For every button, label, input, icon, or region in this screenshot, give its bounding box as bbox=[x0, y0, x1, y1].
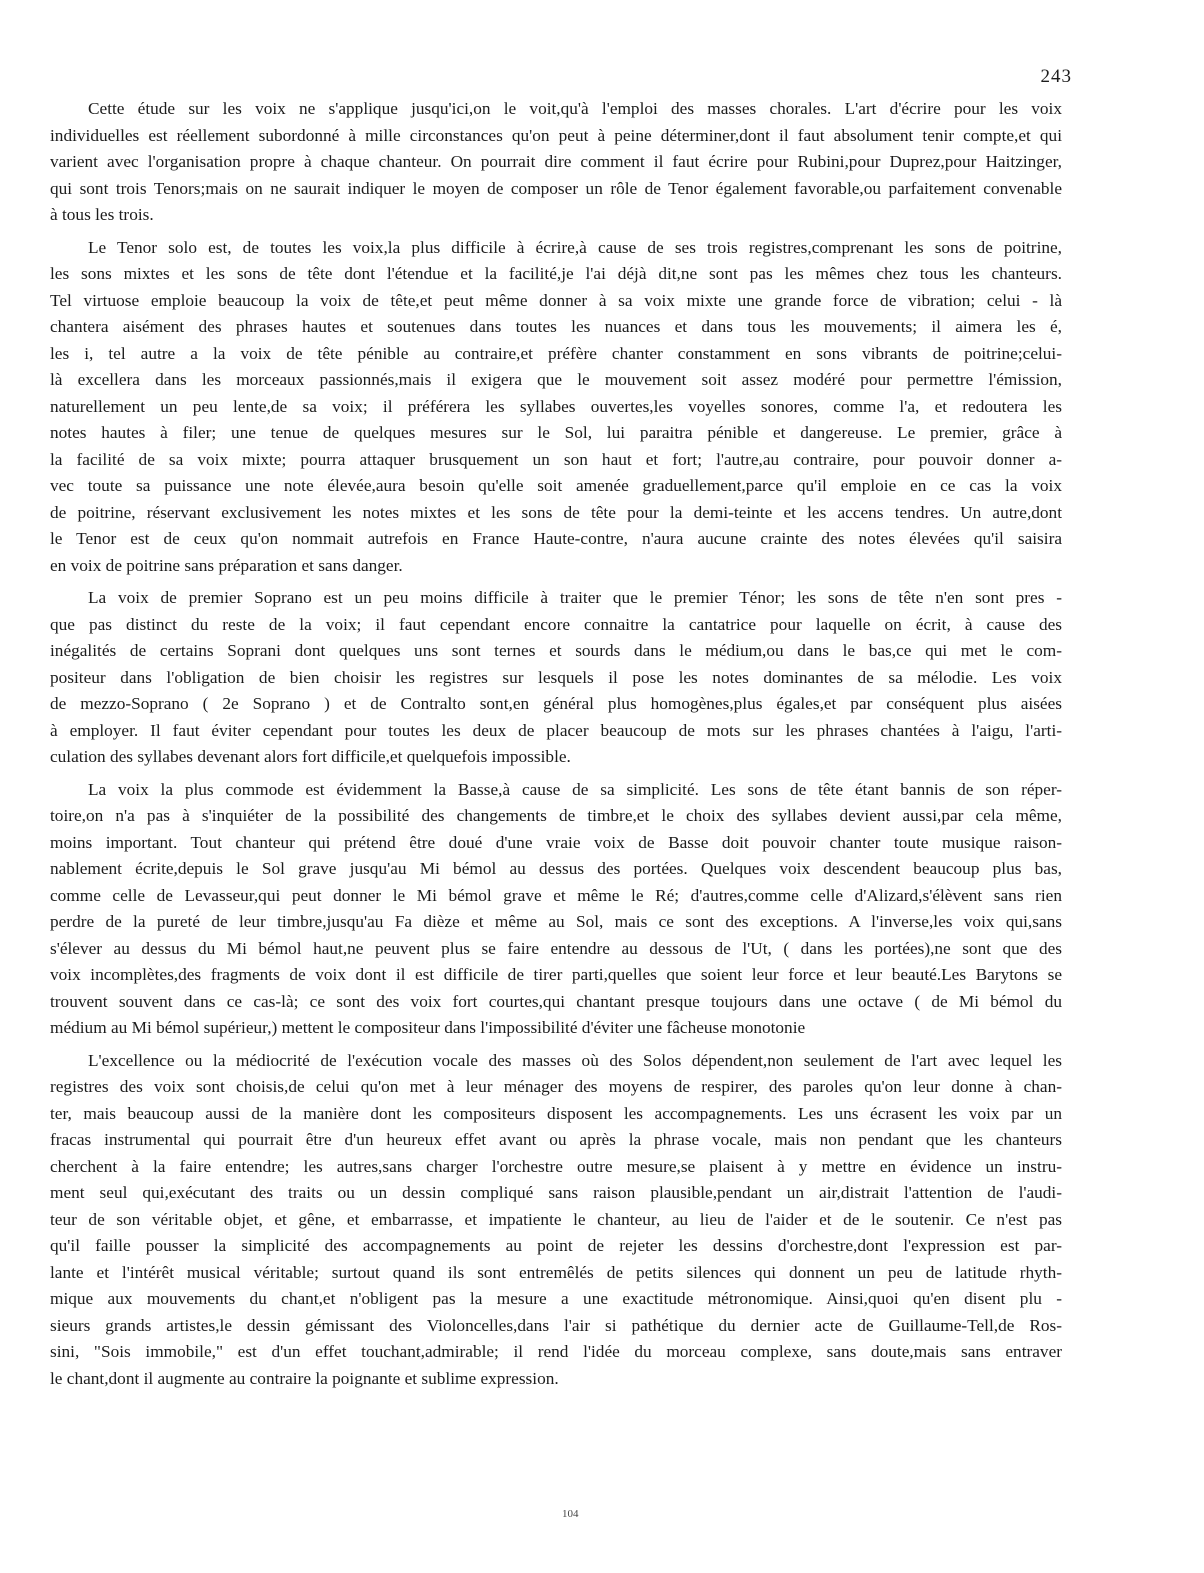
text-line: voix incomplètes,des fragments de voix dont il est difficile de tirer parti,quelles que soient leur force et leur beauté.Les Barytons se bbox=[50, 965, 1062, 984]
text-line: L'excellence ou la médiocrité de l'exécution vocale des masses où des Solos dépendent,non seulement de l'art avec lequel les bbox=[88, 1050, 1062, 1070]
text-line: les sons mixtes et les sons de tête dont l'étendue et la facilité,je l'ai déjà dit,ne sont pas les mêmes chez tous les chanteurs. bbox=[50, 264, 1062, 283]
text-line: perdre de la pureté de leur timbre,jusqu'au Fa dièze et même au Sol, mais ce sont des exceptions. A l'inverse,les voix qui,sans bbox=[50, 912, 1062, 931]
text-line: la facilité de sa voix mixte; pourra attaquer brusquement un son haut et fort; l'autre,au contraire, pour pouvoir donner a- bbox=[50, 449, 1062, 469]
text-line: naturellement un peu lente,de sa voix; il préférera les syllabes ouvertes,les voyelles sonores, comme l'a, et redoutera les bbox=[50, 396, 1062, 416]
text-line: Tel virtuose emploie beaucoup la voix de tête,et peut même donner à sa voix mixte une grande force de vibration; celui - là bbox=[50, 290, 1062, 310]
text-line: là excellera dans les morceaux passionnés,mais il exigera que le mouvement soit assez modéré pour permettre l'émission, bbox=[50, 370, 1062, 389]
text-line: s'élever au dessus du Mi bémol haut,ne peuvent plus se faire entendre au dessous de l'Ut, ( dans les portées),ne sont que des bbox=[50, 938, 1062, 958]
text-line: que pas distinct du reste de la voix; il faut cependant encore connaitre la cantatrice pour laquelle on écrit, à cause des bbox=[50, 614, 1062, 634]
text-line: mique aux mouvements du chant,et n'obligent pas la mesure a une exactitude métronomique. Ainsi,quoi qu'en disent plu - bbox=[50, 1289, 1062, 1308]
text-line: positeur dans l'obligation de bien choisir les registres sur lesquels il pose les notes dominantes de sa mélodie. Les voix bbox=[50, 667, 1062, 687]
paragraph bbox=[50, 235, 1062, 580]
text-line: Cette étude sur les voix ne s'applique jusqu'ici,on le voit,qu'à l'emploi des masses chorales. L'art d'écrire pour les voix bbox=[88, 99, 1062, 118]
text-line: individuelles est réellement subordonné à mille circonstances qu'on peut à peine déterminer,dont il faut absolument tenir compte,et qui bbox=[50, 125, 1062, 145]
page-number: 243 bbox=[1040, 66, 1072, 87]
paragraph bbox=[50, 585, 1062, 771]
text-line: le Tenor est de ceux qu'on nommait autrefois en France Haute-contre, n'aura aucune crainte des notes élevées qu'il saisira bbox=[50, 529, 1062, 548]
text-line: comme celle de Levasseur,qui peut donner le Mi bémol grave et même le Ré; d'autres,comme celle d'Alizard,s'élèvent sans rien bbox=[50, 885, 1062, 905]
text-line: ment seul qui,exécutant des traits ou un dessin compliqué sans raison plausible,pendant un air,distrait l'attention de l'audi- bbox=[50, 1183, 1062, 1202]
text-line: de poitrine, réservant exclusivement les notes mixtes et les sons de tête pour la demi-teinte et les accens tendres. Un autre,dont bbox=[50, 502, 1062, 522]
text-line: La voix de premier Soprano est un peu moins difficile à traiter que le premier Ténor; les sons de tête n'en sont pres - bbox=[88, 588, 1062, 607]
text-line: registres des voix sont choisis,de celui qu'on met à leur ménager des moyens de respirer, des paroles qu'on leur donne à chan- bbox=[50, 1077, 1062, 1096]
text-line: lante et l'intérêt musical véritable; surtout quand ils sont entremêlés de petits silences qui donnent un peu de latitude rhyth- bbox=[50, 1262, 1062, 1282]
text-line: fracas instrumental qui pourrait être d'un heureux effet avant ou après la phrase vocale, mais non pendant que les chanteurs bbox=[50, 1130, 1062, 1149]
text-line: moins important. Tout chanteur qui prétend être doué d'une vraie voix de Basse doit pouvoir chanter toute musique raison- bbox=[50, 832, 1062, 852]
paragraph bbox=[50, 1048, 1062, 1393]
text-line: inégalités de certains Soprani dont quelques uns sont ternes et sourds dans le médium,ou dans le bas,ce qui met le com- bbox=[50, 641, 1062, 660]
text-line: chantera aisément des phrases hautes et soutenues dans toutes les nuances et dans tous les mouvements; il aimera les é, bbox=[50, 317, 1062, 336]
text-line: sini, "Sois immobile," est d'un effet touchant,admirable; il rend l'idée du morceau complexe, sans doute,mais sans entraver bbox=[50, 1342, 1062, 1361]
paragraph bbox=[50, 777, 1062, 1042]
text-line: ter, mais beaucoup aussi de la manière dont les compositeurs disposent les accompagnements. Les uns écrasent les voix par un bbox=[50, 1103, 1062, 1123]
text-line: Le Tenor solo est, de toutes les voix,la plus difficile à écrire,à cause de ses trois registres,comprenant les sons de poitrine, bbox=[88, 237, 1062, 257]
text-line: notes hautes à filer; une tenue de quelques mesures sur le Sol, lui paraitra pénible et dangereuse. Le premier, grâce à bbox=[50, 423, 1062, 442]
text-line: sieurs grands artistes,le dessin gémissant des Violoncelles,dans l'air si pathétique du dernier acte de Guillaume-Tell,de Ros- bbox=[50, 1315, 1062, 1335]
footer-mark: 104 bbox=[562, 1508, 579, 1520]
text-line: La voix la plus commode est évidemment la Basse,à cause de sa simplicité. Les sons de tête étant bannis de son réper- bbox=[88, 779, 1062, 799]
text-line: teur de son véritable objet, et gêne, et embarrasse, et impatiente le chanteur, au lieu de l'aider et de le soutenir. Ce n'est pas bbox=[50, 1209, 1062, 1229]
text-line: trouvent souvent dans ce cas-là; ce sont des voix fort courtes,qui chantant presque toujours dans une octave ( de Mi bémol du bbox=[50, 991, 1062, 1011]
text-line: varient avec l'organisation propre à chaque chanteur. On pourrait dire comment il faut écrire pour Rubini,pour Duprez,pour Haitzinger, bbox=[50, 152, 1062, 171]
text-line: les i, tel autre a la voix de tête pénible au contraire,et préfère chanter constamment en sons vibrants de poitrine;celui- bbox=[50, 343, 1062, 363]
text-line: médium au Mi bémol supérieur,) mettent le compositeur dans l'impossibilité d'éviter une fâcheuse monotonie bbox=[50, 1018, 806, 1037]
body-text bbox=[50, 96, 1062, 1392]
text-line: toire,on n'a pas à s'inquiéter de la possibilité des changements de timbre,et le choix des syllabes devient aussi,par cela même, bbox=[50, 806, 1062, 825]
paragraph bbox=[50, 96, 1062, 229]
text-line: à tous les trois. bbox=[50, 205, 154, 224]
text-line: à employer. Il faut éviter cependant pour toutes les deux de placer beaucoup de mots sur les phrases chantées à l'aigu, l'arti- bbox=[50, 720, 1062, 740]
text-line: vec toute sa puissance une note élevée,aura besoin qu'elle soit amenée graduellement,parce qu'il emploie en ce cas la voix bbox=[50, 476, 1062, 495]
text-line: le chant,dont il augmente au contraire la poignante et sublime expression. bbox=[50, 1368, 559, 1388]
text-line: nablement écrite,depuis le Sol grave jusqu'au Mi bémol au dessus des portées. Quelques voix descendent beaucoup plus bas, bbox=[50, 859, 1062, 878]
text-line: culation des syllabes devenant alors fort difficile,et quelquefois impossible. bbox=[50, 747, 571, 766]
text-line: cherchent à la faire entendre; les autres,sans charger l'orchestre outre mesure,se plaisent à y mettre en évidence un instru- bbox=[50, 1156, 1062, 1176]
text-line: en voix de poitrine sans préparation et sans danger. bbox=[50, 555, 403, 575]
text-line: qu'il faille pousser la simplicité des accompagnements au point de rejeter les dessins d'orchestre,dont l'expression est par- bbox=[50, 1236, 1062, 1255]
text-line: de mezzo-Soprano ( 2e Soprano ) et de Contralto sont,en général plus homogènes,plus égales,et par conséquent plus aisées bbox=[50, 694, 1062, 713]
text-line: qui sont trois Tenors;mais on ne saurait indiquer le moyen de composer un rôle de Tenor également favorable,ou parfaitement convenable bbox=[50, 178, 1062, 198]
